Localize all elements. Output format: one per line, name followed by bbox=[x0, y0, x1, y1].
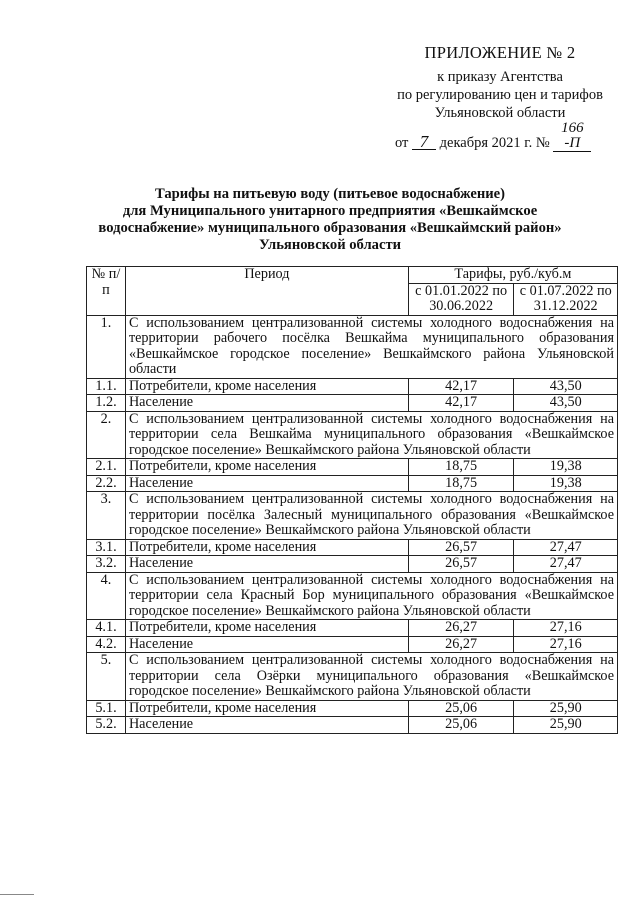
table-row bbox=[87, 395, 618, 412]
tariff-period-2: 25,90 bbox=[514, 700, 618, 717]
date-prefix: от bbox=[395, 135, 409, 151]
section-num: 3. bbox=[87, 492, 126, 540]
section-description: С использованием централизованной системы холодного водоснабжения на территории села Красный Бор муниципального образования «Вешкаймское городское поселение» Вешкаймского района Ульяновской области bbox=[125, 572, 617, 620]
tariffs-table bbox=[86, 266, 618, 734]
row-num: 1.1. bbox=[87, 378, 126, 395]
row-num: 5.2. bbox=[87, 717, 126, 734]
appendix-title: ПРИЛОЖЕНИЕ № 2 bbox=[424, 43, 576, 62]
tariff-period-1: 18,75 bbox=[408, 475, 514, 492]
section-row bbox=[87, 492, 618, 540]
row-label: Население bbox=[125, 475, 408, 492]
row-num: 2.2. bbox=[87, 475, 126, 492]
row-num: 3.1. bbox=[87, 539, 126, 556]
tariff-period-1: 25,06 bbox=[408, 717, 514, 734]
title-line: водоснабжение» муниципального образования «Вешкаймский район» bbox=[98, 220, 562, 236]
section-description: С использованием централизованной системы холодного водоснабжения на территории посёлка Залесный муниципального образования «Вешкаймское городское поселение» Вешкаймского района Ульяновской области bbox=[125, 492, 617, 540]
tariff-period-2: 43,50 bbox=[514, 378, 618, 395]
tariff-period-2: 19,38 bbox=[514, 475, 618, 492]
section-num: 4. bbox=[87, 572, 126, 620]
tariff-period-1: 42,17 bbox=[408, 395, 514, 412]
appendix-line-region: Ульяновской области bbox=[434, 105, 566, 121]
date-day: 7 bbox=[412, 134, 436, 150]
appendix-line-agency: по регулированию цен и тарифов bbox=[397, 87, 603, 103]
row-num: 2.1. bbox=[87, 459, 126, 476]
tariff-period-1: 26,27 bbox=[408, 620, 514, 637]
section-row bbox=[87, 572, 618, 620]
tariff-period-2: 27,47 bbox=[514, 556, 618, 573]
tariff-period-2: 27,16 bbox=[514, 636, 618, 653]
section-num: 5. bbox=[87, 653, 126, 701]
table-row bbox=[87, 717, 618, 734]
section-description: С использованием централизованной системы холодного водоснабжения на территории рабочего посёлка Вешкайма муниципального образования «Вешкаймское городское поселение» Вешкаймского района Ульяновской области bbox=[125, 315, 617, 378]
row-num: 5.1. bbox=[87, 700, 126, 717]
tariff-period-2: 27,47 bbox=[514, 539, 618, 556]
section-num: 2. bbox=[87, 411, 126, 459]
table-row bbox=[87, 459, 618, 476]
table-row bbox=[87, 475, 618, 492]
title-line: для Муниципального унитарного предприятия «Вешкаймское bbox=[122, 203, 538, 219]
tariff-period-1: 25,06 bbox=[408, 700, 514, 717]
tariff-period-1: 42,17 bbox=[408, 378, 514, 395]
section-num: 1. bbox=[87, 315, 126, 378]
tariff-period-2: 27,16 bbox=[514, 620, 618, 637]
date-rest: декабря 2021 г. № bbox=[439, 135, 550, 151]
title-line: Ульяновской области bbox=[258, 237, 402, 253]
row-label: Население bbox=[125, 556, 408, 573]
row-num: 4.1. bbox=[87, 620, 126, 637]
section-description: С использованием централизованной системы холодного водоснабжения на территории села Озёрки муниципального образования «Вешкаймское городское поселение» Вешкаймского района Ульяновской области bbox=[125, 653, 617, 701]
table-row bbox=[87, 620, 618, 637]
tariff-period-2: 43,50 bbox=[514, 395, 618, 412]
page-edge-mark bbox=[0, 894, 34, 895]
section-row bbox=[87, 411, 618, 459]
appendix-date-line bbox=[395, 121, 625, 152]
order-number: 166 -П bbox=[553, 121, 591, 152]
row-label: Потребители, кроме населения bbox=[125, 378, 408, 395]
title-line: Тарифы на питьевую воду (питьевое водоснабжение) bbox=[154, 186, 506, 202]
header-tariffs: Тарифы, руб./куб.м bbox=[408, 267, 617, 284]
tariff-period-1: 26,27 bbox=[408, 636, 514, 653]
table-row bbox=[87, 556, 618, 573]
row-label: Потребители, кроме населения bbox=[125, 620, 408, 637]
row-num: 3.2. bbox=[87, 556, 126, 573]
tariff-period-2: 19,38 bbox=[514, 459, 618, 476]
table-row bbox=[87, 636, 618, 653]
document-title bbox=[80, 186, 580, 254]
row-num: 1.2. bbox=[87, 395, 126, 412]
header-num: № п/п bbox=[87, 267, 126, 316]
tariff-period-1: 18,75 bbox=[408, 459, 514, 476]
table-header-row bbox=[87, 267, 618, 284]
table-row bbox=[87, 700, 618, 717]
row-label: Население bbox=[125, 636, 408, 653]
header-period: Период bbox=[125, 267, 408, 316]
tariff-period-1: 26,57 bbox=[408, 539, 514, 556]
row-label: Население bbox=[125, 395, 408, 412]
section-row bbox=[87, 315, 618, 378]
row-label: Потребители, кроме населения bbox=[125, 700, 408, 717]
table-row bbox=[87, 539, 618, 556]
section-row bbox=[87, 653, 618, 701]
tariff-period-2: 25,90 bbox=[514, 717, 618, 734]
row-label: Потребители, кроме населения bbox=[125, 459, 408, 476]
row-label: Население bbox=[125, 717, 408, 734]
appendix-line-order: к приказу Агентства bbox=[437, 69, 563, 85]
tariff-period-1: 26,57 bbox=[408, 556, 514, 573]
row-label: Потребители, кроме населения bbox=[125, 539, 408, 556]
section-description: С использованием централизованной системы холодного водоснабжения на территории села Вешкайма муниципального образования «Вешкаймское городское поселение» Вешкаймского района Ульяновской области bbox=[125, 411, 617, 459]
row-num: 4.2. bbox=[87, 636, 126, 653]
header-period-2: с 01.07.2022 по 31.12.2022 bbox=[514, 283, 618, 315]
header-period-1: с 01.01.2022 по 30.06.2022 bbox=[408, 283, 514, 315]
table-row bbox=[87, 378, 618, 395]
